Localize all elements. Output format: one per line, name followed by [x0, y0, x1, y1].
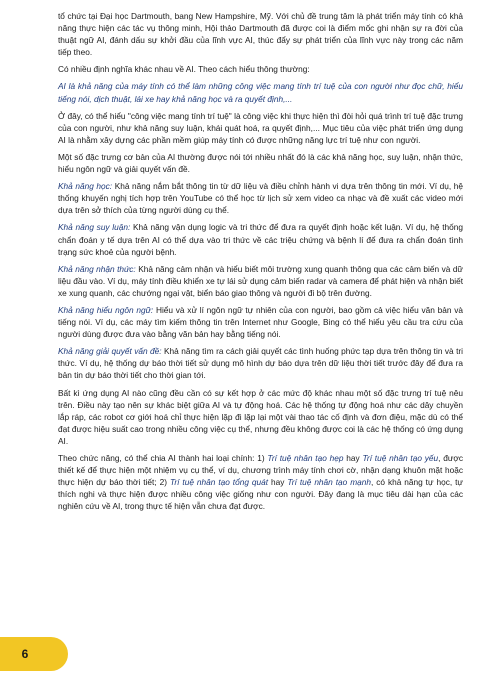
paragraph-intelligent-work: Ở đây, có thể hiểu "công việc mang tính trí tuệ" là công việc khi thực hiện thì đòi hỏi quá trình trí tuệ đặc trưng của con người, như khả năng suy luận, khái quát hoá, ra quyết định,... Mục tiêu của việc phát triển ứng dụng AI là nhằm xây dựng các phần mềm giúp máy tính có được những năng lực trí tuệ như con người.: [58, 110, 463, 145]
paragraph-ai-vs-automation: Bất kì ứng dụng AI nào cũng đều cần có sự kết hợp ở các mức độ khác nhau một số đặc trưng trí tuệ nêu trên. Điều này tạo nên sự khác biệt giữa AI và tự động hoá. Các hệ thống tự động hoá như các dây chuyền lắp ráp, các robot cơ giới hoá chỉ thực hiện lặp đi lặp lại một vài thao tác cố định và đơn điệu, mặc dù có thể đạt được hiệu suất cao trong nhiều công việc cụ thể, nhưng đều không được coi là các hệ thống có ứng dụng AI.: [58, 387, 463, 446]
paragraph-intro-definitions: Có nhiều định nghĩa khác nhau về AI. Theo cách hiểu thông thường:: [58, 64, 310, 75]
text-learning: Khả năng nắm bắt thông tin từ dữ liệu và điều chỉnh hành vi dựa trên thông tin mới. Ví dụ, hệ thống khuyến nghị tích hợp trên YouTube có thể học từ lịch sử xem video ca nhạc và đề xuất các video mới dựa trên sở thích của từng người dùng cụ thể.: [58, 181, 463, 216]
term-narrow-ai: Trí tuệ nhân tạo hẹp: [267, 453, 344, 463]
term-general-ai: Trí tuệ nhân tạo tổng quát: [169, 477, 269, 488]
page-body: [58, 10, 463, 517]
paragraph-problem-solving: [58, 345, 463, 381]
paragraph-perception: [58, 263, 463, 299]
term-reasoning: Khả năng suy luận:: [58, 222, 131, 233]
term-learning: Khả năng học:: [58, 181, 113, 192]
text-perception: Khả năng cảm nhận và hiểu biết môi trường xung quanh thông qua các cảm biến và dữ liệu đầu vào. Ví dụ, máy tính điều khiển xe tự lái sử dụng cảm biến radar và camera để phát hiện và nhận biết xe xung quanh, các chướng ngại vật, biển báo giao thông và người đi bộ trên đường.: [58, 263, 463, 298]
term-problem-solving: Khả năng giải quyết vấn đề:: [58, 346, 162, 357]
text-types-a: Theo chức năng, có thể chia AI thành hai loại chính: 1): [58, 453, 268, 463]
text-types-i: , có khả năng tự học, tự thích nghi và thực hiện được nhiều công việc giống như con người. Đây đang là mục tiêu dài hạn của các nghiên cứu về AI, trong thực tế hiện vẫn chưa đạt được.: [58, 477, 463, 512]
text-types-g: hay: [268, 477, 288, 488]
paragraph-ai-definition: AI là khả năng của máy tính có thể làm những công việc mang tính trí tuệ của con người như đọc chữ, hiểu tiếng nói, dịch thuật, lái xe hay khả năng học và ra quyết định,...: [58, 81, 463, 104]
page-number-badge: [0, 637, 68, 671]
paragraph-characteristics: Một số đặc trưng cơ bản của AI thường được nói tới nhiều nhất đó là các khả năng học, suy luận, nhận thức, hiểu ngôn ngữ và giải quyết vấn đề.: [58, 151, 463, 175]
paragraph-learning: [58, 180, 463, 216]
term-perception: Khả năng nhận thức:: [58, 263, 136, 274]
term-strong-ai: Trí tuệ nhân tạo mạnh: [287, 477, 371, 488]
text-reasoning: Khả năng vận dụng logic và tri thức để đưa ra quyết định hoặc kết luận. Ví dụ, hệ thống chẩn đoán y tế dựa trên AI có thể dựa vào tri thức về các triệu chứng và bệnh lí để đưa ra chẩn đoán tình trạng sức khoẻ của người bệnh.: [58, 222, 463, 257]
text-types-e: , được thiết kế để thực hiện một nhiệm vụ cụ thể, ví dụ, chương trình máy tính chơi cờ, nhận dạng khuôn mặt hoặc thực hiện dự báo thời tiết; 2): [58, 453, 463, 488]
paragraph-ai-types: [58, 452, 463, 512]
text-problem-solving: Khả năng tìm ra cách giải quyết các tình huống phức tạp dựa trên thông tin và tri thức. Ví dụ, hệ thống dự báo thời tiết sử dụng mô hình dự báo dựa trên dữ liệu thời tiết trước đây để đưa ra bản tin dự báo thời tiết cho thời gian tới.: [58, 346, 463, 381]
paragraph-reasoning: [58, 221, 463, 257]
term-language: Khả năng hiểu ngôn ngữ:: [58, 304, 154, 315]
page-number: 6: [21, 647, 29, 661]
paragraph-dartmouth: tổ chức tại Đại học Dartmouth, bang New Hampshire, Mỹ. Với chủ đề trung tâm là phát triển máy tính có khả năng thực hiện các tác vụ thông minh, Hội thảo Dartmouth đã được coi là điểm mốc ghi nhận sự ra đời của thuật ngữ AI, đánh dấu sự khởi đầu của lĩnh vực AI, thúc đẩy sự phát triển của lĩnh vực này trong các năm tiếp theo.: [58, 11, 463, 58]
text-types-c: hay: [343, 453, 363, 463]
term-weak-ai: Trí tuệ nhân tạo yếu: [362, 453, 439, 463]
paragraph-language: [58, 304, 463, 340]
text-language: Hiểu và xử lí ngôn ngữ tự nhiên của con người, bao gồm cả việc hiểu văn bản và tiếng nói. Ví dụ, các máy tìm kiếm thông tin trên Internet như Google, Bing có thể hiểu yêu cầu tra cứu của người dùng được đưa vào bằng văn bản hay bằng tiếng nói.: [58, 304, 463, 340]
